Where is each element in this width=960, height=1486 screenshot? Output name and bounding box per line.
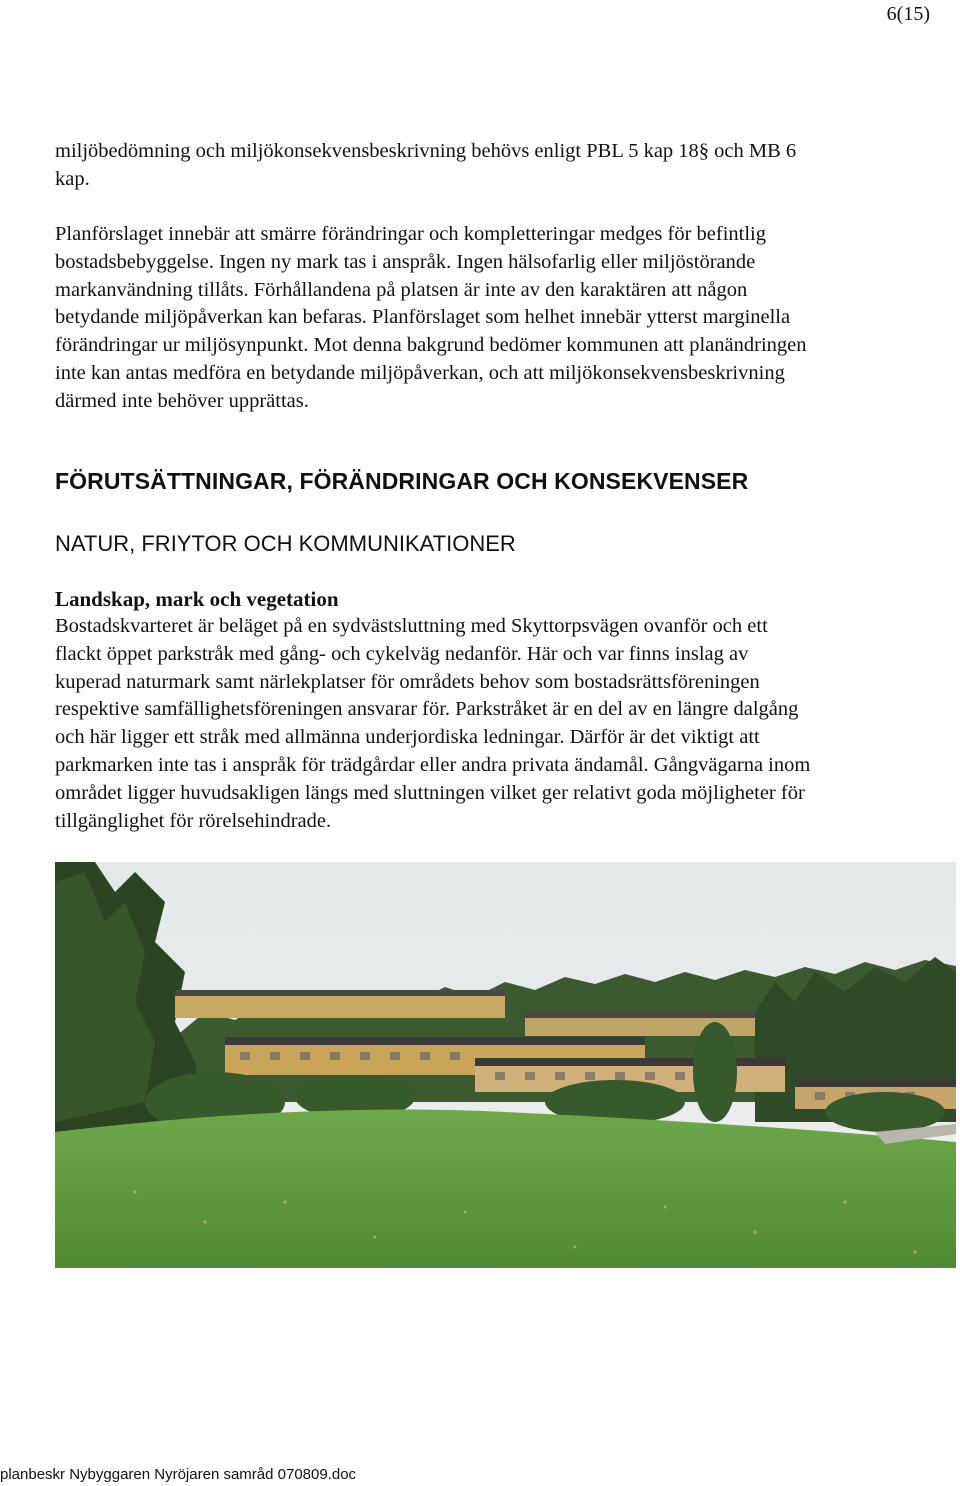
text-line: därmed inte behöver upprättas. xyxy=(55,389,309,412)
text-line: tillgänglighet för rörelsehindrade. xyxy=(55,809,332,832)
text-line: Planförslaget innebär att smärre förändringar och kompletteringar medges för befintlig xyxy=(55,223,766,245)
text-line: kuperad naturmark samt närlekplatser för områdets behov som bostadsrättsföreningen xyxy=(55,670,760,693)
landscape-photo xyxy=(55,862,956,1268)
text-line: respektive samfällighetsföreningen ansvarar för. Parkstråket är en del av en längre dalgång xyxy=(55,698,799,721)
section-heading: Landskap, mark och vegetation xyxy=(55,587,339,611)
text-line: bostadsbebyggelse. Ingen ny mark tas i anspråk. Ingen hälsofarlig eller miljöstörande xyxy=(55,250,756,273)
paragraph-intro xyxy=(55,138,945,194)
sub-heading: NATUR, FRIYTOR OCH KOMMUNIKATIONER xyxy=(55,531,516,556)
document-footer: planbeskr Nybyggaren Nyröjaren samråd 070809.doc xyxy=(0,1466,357,1483)
text-line: och här ligger ett stråk med allmänna underjordiska ledningar. Därför är det viktigt att xyxy=(55,726,760,749)
paragraph-landscape xyxy=(55,613,945,835)
text-line: markanvändning tillåts. Förhållandena på platsen är inte av den karaktären att någon xyxy=(55,278,748,301)
text-line: betydande miljöpåverkan kan befaras. Planförslaget som helhet innebär ytterst marginella xyxy=(55,306,791,329)
text-line: kap. xyxy=(55,167,90,190)
landscape-photo-illustration xyxy=(55,862,956,1268)
paragraph-assessment xyxy=(55,221,945,416)
page-number: 6(15) xyxy=(886,3,930,25)
text-line: parkmarken inte tas i anspråk för trädgårdar eller andra privata ändamål. Gångvägarna inom xyxy=(55,753,811,776)
lawn xyxy=(55,1110,956,1269)
text-line: området ligger huvudsakligen längs med sluttningen vilket ger relativt goda möjligheter för xyxy=(55,781,805,804)
text-line: inte kan antas medföra en betydande miljöpåverkan, och att miljökonsekvensbeskrivning xyxy=(55,361,785,384)
text-line: förändringar ur miljösynpunkt. Mot denna bakgrund bedömer kommunen att planändringen xyxy=(55,334,807,357)
text-line: Bostadskvarteret är beläget på en sydvästsluttning med Skyttorpsvägen ovanför och ett xyxy=(55,615,768,637)
main-heading: FÖRUTSÄTTNINGAR, FÖRÄNDRINGAR OCH KONSEKVENSER xyxy=(55,468,749,494)
text-line: flackt öppet parkstråk med gång- och cykelväg nedanför. Här och var finns inslag av xyxy=(55,642,749,665)
text-line: miljöbedömning och miljökonsekvensbeskrivning behövs enligt PBL 5 kap 18§ och MB 6 xyxy=(55,140,797,162)
